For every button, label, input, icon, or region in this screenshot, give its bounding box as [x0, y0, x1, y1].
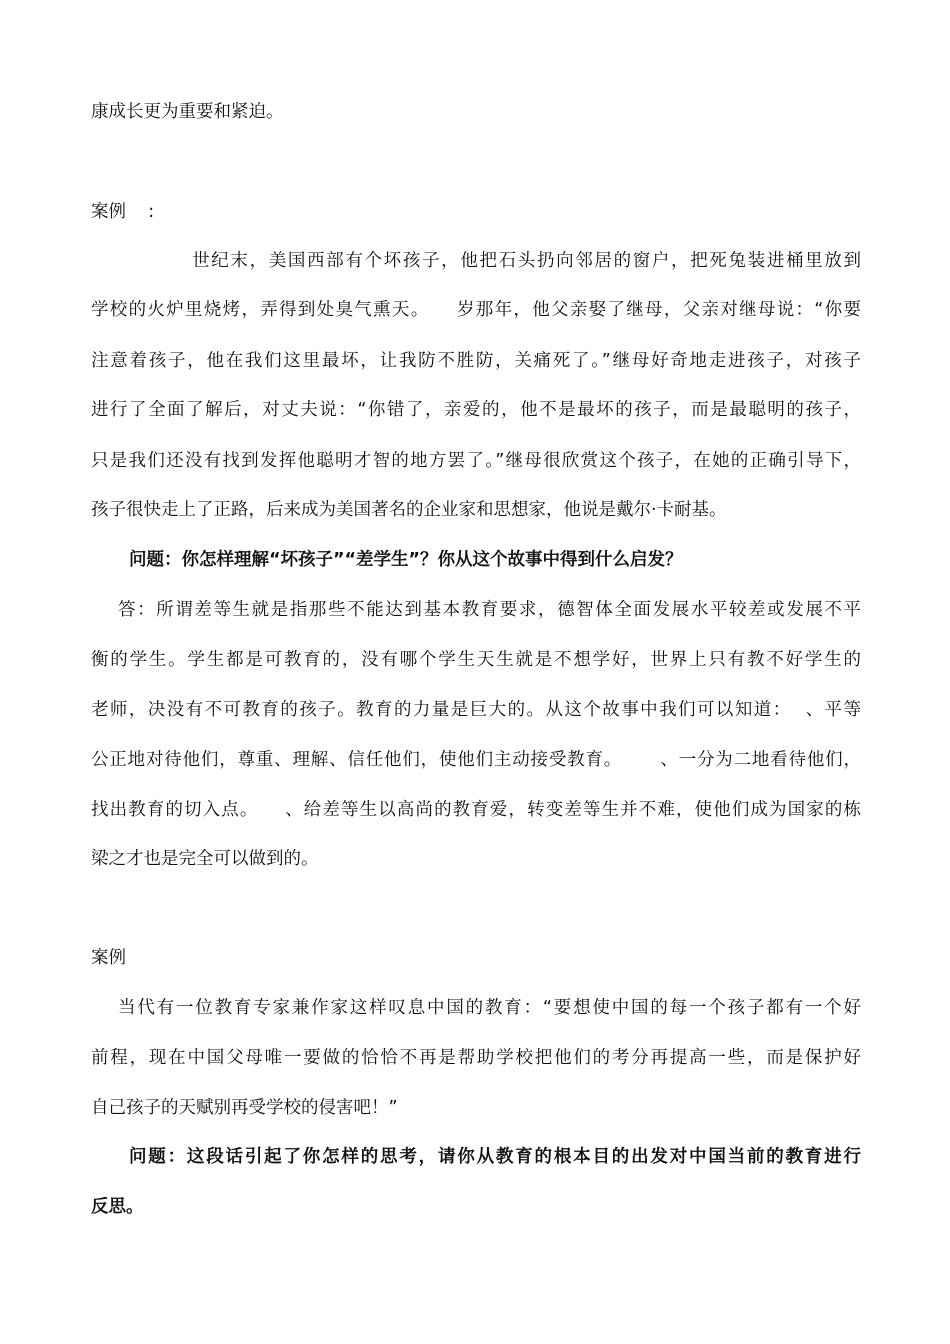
paragraph-line: 自己孩子的天赋别再受学校的侵害吧！”	[91, 1098, 398, 1118]
paragraph-line: 进行了全面了解后，对丈夫说：“你错了，亲爱的，他不是最坏的孩子，而是最聪明的孩子，	[91, 400, 861, 420]
answer-line: 衡的学生。学生都是可教育的，没有哪个学生天生就是不想学好，世界上只有教不好学生的	[91, 650, 861, 670]
answer-line: 梁之才也是完全可以做到的。	[91, 849, 319, 869]
answer-line: 老师，决没有不可教育的孩子。教育的力量是巨大的。从这个故事中我们可以知道： 、平等	[91, 700, 861, 720]
answer-line: 公正地对待他们，尊重、理解、信任他们，使他们主动接受教育。 、一分为二地看待他们，	[91, 750, 861, 770]
paragraph-line: 注意着孩子，他在我们这里最坏，让我防不胜防，关痛死了。”继母好奇地走进孩子，对孩子	[91, 351, 861, 371]
paragraph-line: 康成长更为重要和紧迫。	[91, 102, 284, 122]
question-heading: 反思。	[91, 1197, 144, 1217]
case-heading: 案例	[91, 948, 126, 968]
paragraph-line: 只是我们还没有找到发挥他聪明才智的地方罢了。”继母很欣赏这个孩子，在她的正确引导下，	[91, 451, 861, 471]
answer-line: 找出教育的切入点。 、给差等生以高尚的教育爱，转变差等生并不难，使他们成为国家的栋	[91, 800, 861, 820]
paragraph-line: 前程，现在中国父母唯一要做的恰恰不再是帮助学校把他们的考分再提高一些，而是保护好	[91, 1048, 861, 1068]
question-heading: 问题：这段话引起了你怎样的思考，请你从教育的根本目的出发对中国当前的教育进行	[129, 1147, 861, 1167]
question-heading: 问题：你怎样理解“坏孩子”“差学生”？你从这个故事中得到什么启发？	[129, 550, 683, 570]
paragraph-line: 孩子很快走上了正路，后来成为美国著名的企业家和思想家，他说是戴尔·卡耐基。	[91, 500, 727, 520]
paragraph-line: 学校的火炉里烧烤，弄得到处臭气熏天。 岁那年，他父亲娶了继母，父亲对继母说：“你要	[91, 300, 861, 320]
paragraph-line: 世纪末，美国西部有个坏孩子，他把石头扔向邻居的窗户，把死兔装进桶里放到	[91, 251, 861, 271]
case-heading: 案例 :	[91, 202, 155, 222]
paragraph-line: 当代有一位教育专家兼作家这样叹息中国的教育：“要想使中国的每一个孩子都有一个好	[118, 998, 861, 1018]
answer-line: 答：所谓差等生就是指那些不能达到基本教育要求，德智体全面发展水平较差或发展不平	[118, 600, 861, 620]
